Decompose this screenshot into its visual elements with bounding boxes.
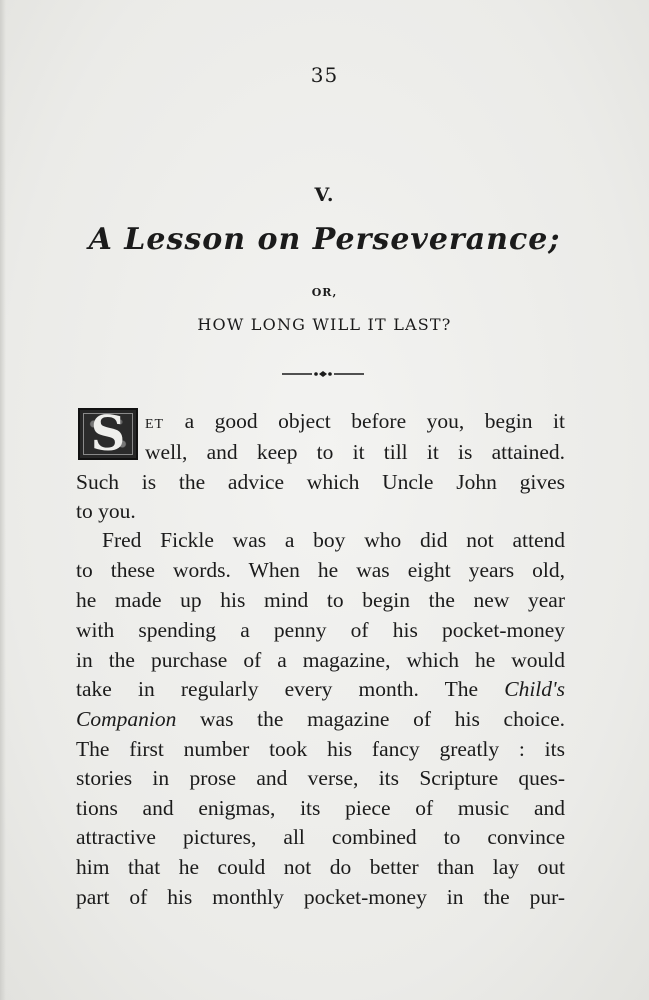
drop-cap xyxy=(78,408,138,460)
line-text: he made up his mind to begin the new year xyxy=(76,588,565,612)
line-text: attractive pictures, all combined to convince xyxy=(76,825,565,849)
text-line xyxy=(76,793,565,823)
line-text: The first number took his fancy greatly : its xyxy=(76,737,565,761)
text-line xyxy=(76,704,565,734)
italic-title-text: Companion xyxy=(76,707,177,731)
ornament-divider xyxy=(282,369,364,379)
text-line xyxy=(76,674,565,704)
line-text: a good object before you, begin it xyxy=(164,409,565,433)
chapter-subtitle: HOW LONG WILL IT LAST? xyxy=(197,315,452,334)
text-line xyxy=(76,555,565,585)
small-caps-text: ET xyxy=(145,417,165,432)
line-text: well, and keep to it till it is attained. xyxy=(145,440,565,464)
text-line xyxy=(76,734,565,764)
text-line xyxy=(76,882,565,912)
text-line xyxy=(76,822,565,852)
line-text: stories in prose and verse, its Scripture ques- xyxy=(76,766,565,790)
drop-cap-letter: S xyxy=(90,406,126,462)
text-line xyxy=(76,585,565,615)
line-text: was the magazine of his choice. xyxy=(176,707,565,731)
line-text: part of his monthly pocket-money in the pur- xyxy=(76,885,565,909)
text-line xyxy=(76,763,565,793)
line-text: him that he could not do better than lay out xyxy=(76,855,565,879)
text-line xyxy=(145,437,565,467)
page-edge-shadow xyxy=(0,0,6,1000)
line-text: in the purchase of a magazine, which he would xyxy=(76,648,565,672)
or-connector: OR, xyxy=(311,286,338,299)
chapter-title: A Lesson on Perseverance; xyxy=(88,222,561,257)
text-line xyxy=(76,852,565,882)
page-number: 35 xyxy=(310,63,339,87)
line-text: Such is the advice which Uncle John gives xyxy=(76,470,565,494)
text-line xyxy=(145,406,565,436)
text-line xyxy=(76,645,565,675)
text-line xyxy=(76,467,565,497)
line-text: to you. xyxy=(76,499,136,523)
line-text: tions and enigmas, its piece of music and xyxy=(76,796,565,820)
text-line xyxy=(102,525,565,555)
line-text: to these words. When he was eight years old, xyxy=(76,558,565,582)
chapter-number: V. xyxy=(314,184,335,206)
text-line xyxy=(76,615,565,645)
italic-title-text: Child's xyxy=(504,677,565,701)
line-text: Fred Fickle was a boy who did not attend xyxy=(102,528,565,552)
text-line xyxy=(76,496,565,526)
line-text: take in regularly every month. The xyxy=(76,677,505,701)
line-text: with spending a penny of his pocket-money xyxy=(76,618,565,642)
